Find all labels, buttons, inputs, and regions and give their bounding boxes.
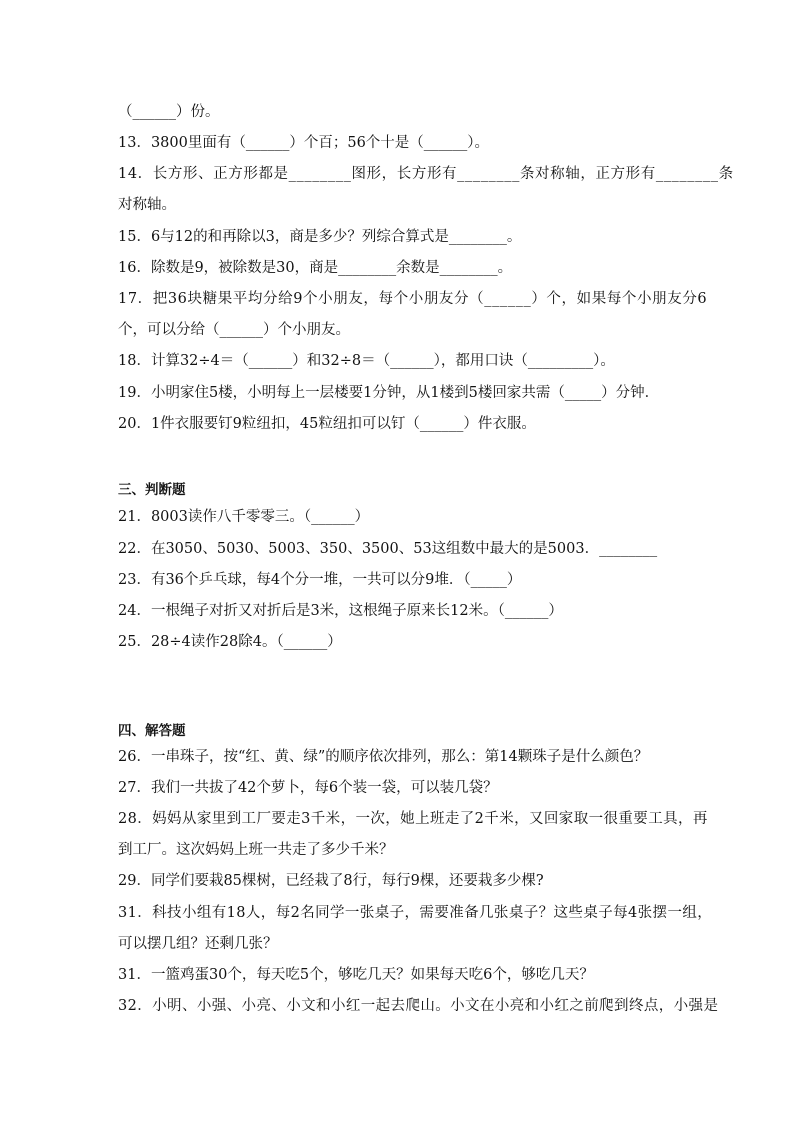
question-25: 25．28÷4读作28除4。（______）: [118, 634, 342, 650]
question-23: 23．有36个乒乓球，每4个分一堆，一共可以分9堆．（_____）: [118, 572, 522, 588]
q12-continuation: （______）份。: [118, 104, 220, 120]
question-31-b: 31．一篮鸡蛋30个，每天吃5个，够吃几天？如果每天吃6个，够吃几天？: [118, 967, 594, 983]
question-28: 28．妈妈从家里到工厂要走3千米，一次，她上班走了2千米，又回家取一很重要工具，再: [118, 811, 708, 827]
question-16: 16．除数是9，被除数是30，商是________余数是________。: [118, 260, 513, 276]
question-19: 19．小明家住5楼，小明每上一层楼要1分钟，从1楼到5楼回家共需（_____）分钟．: [118, 385, 660, 401]
question-17-continuation: 个，可以分给（______）个小朋友。: [118, 322, 350, 338]
question-14: 14．长方形、正方形都是________图形，长方形有________条对称轴，正方形有________条: [118, 166, 734, 182]
question-28-continuation: 到工厂。这次妈妈上班一共走了多少千米？: [118, 842, 394, 858]
question-24: 24．一根绳子对折又对折后是3米，这根绳子原来长12米。（______）: [118, 603, 563, 619]
question-29: 29．同学们要栽85棵树，已经栽了8行，每行9棵，还要栽多少棵?: [118, 873, 544, 889]
question-18: 18．计算32÷4＝（______）和32÷8＝（______），都用口诀（_________）。: [118, 353, 615, 369]
section-heading-true-false: 三、判断题: [118, 482, 186, 498]
section-heading-problems: 四、解答题: [118, 723, 186, 739]
question-31-a-continuation: 可以摆几组？还剩几张？: [118, 936, 278, 952]
question-27: 27．我们一共拔了42个萝卜，每6个装一袋，可以装几袋？: [118, 780, 498, 796]
question-32: 32．小明、小强、小亮、小文和小红一起去爬山。小文在小亮和小红之前爬到终点，小强是: [118, 998, 719, 1014]
question-20: 20．1件衣服要钉9粒纽扣，45粒纽扣可以钉（______）件衣服。: [118, 416, 536, 432]
question-17: 17．把36块糖果平均分给9个小朋友，每个小朋友分（______）个，如果每个小朋友分6: [118, 291, 708, 307]
question-14-continuation: 对称轴。: [118, 197, 176, 213]
question-22: 22．在3050、5030、5003、350、3500、53这组数中最大的是5003．________: [118, 541, 658, 557]
question-26: 26．一串珠子，按“红、黄、绿”的顺序依次排列，那么：第14颗珠子是什么颜色？: [118, 749, 649, 765]
question-13: 13．3800里面有（______）个百；56个十是（______）。: [118, 135, 490, 151]
question-15: 15．6与12的和再除以3，商是多少？列综合算式是________。: [118, 229, 522, 245]
question-21: 21．8003读作八千零零三。（______）: [118, 509, 370, 525]
question-31-a: 31．科技小组有18人，每2名同学一张桌子，需要准备几张桌子？这些桌子每4张摆一组，: [118, 905, 713, 921]
